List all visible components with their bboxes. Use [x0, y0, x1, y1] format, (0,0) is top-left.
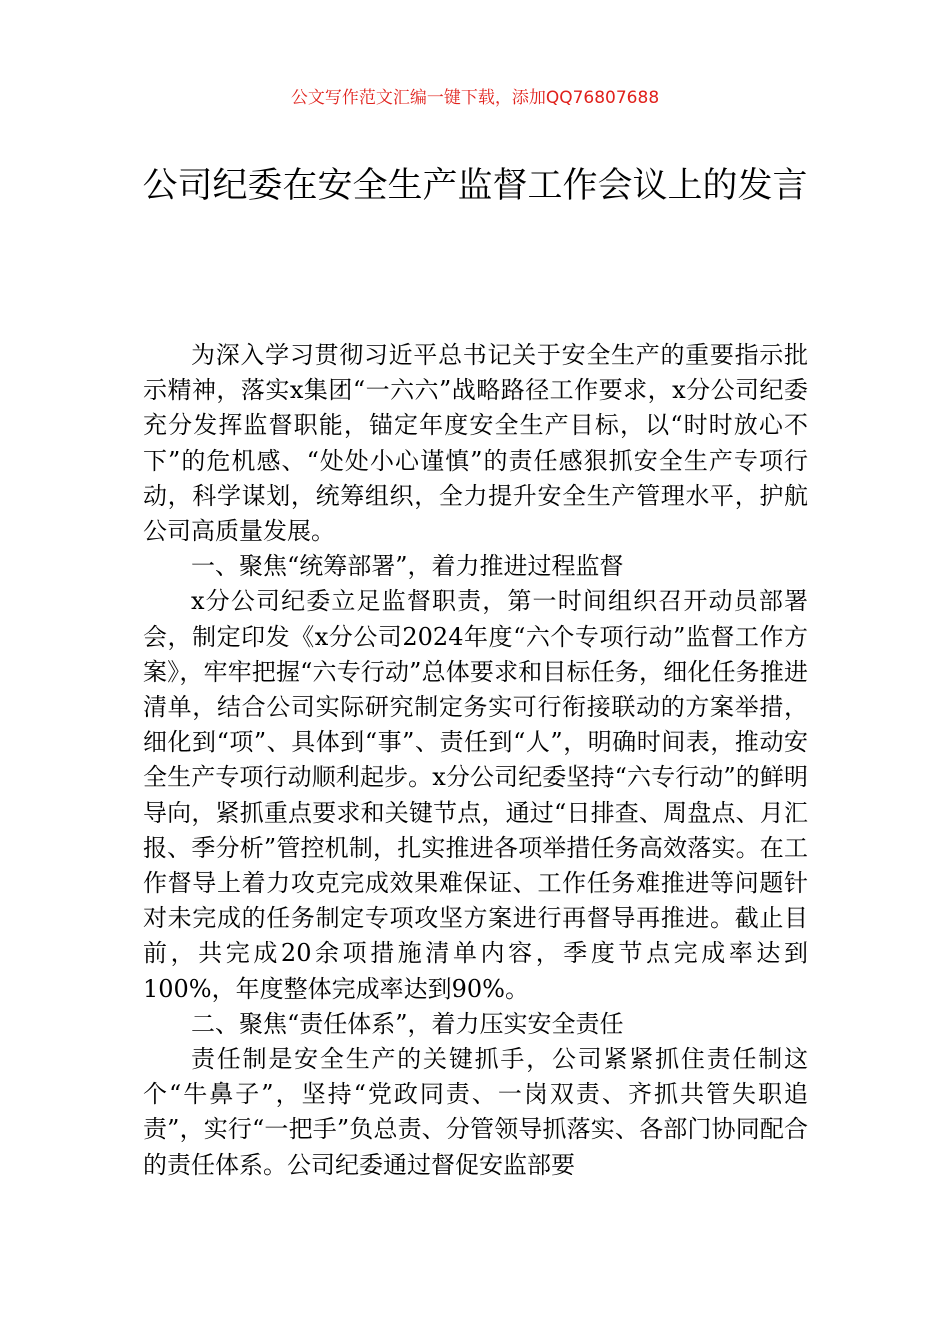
- document-body: [143, 338, 808, 1183]
- section-1-paragraph: x分公司纪委立足监督职责，第一时间组织召开动员部署会，制定印发《x分公司2024年度“六个专项行动”监督工作方案》，牢牢把握“六专行动”总体要求和目标任务，细化任务推进清单，结合公司实际研究制定务实可行衔接联动的方案举措，细化到“项”、具体到“事”、责任到“人”，明确时间表，推动安全生产专项行动顺利起步。x分公司纪委坚持“六专行动”的鲜明导向，紧抓重点要求和关键节点，通过“日排查、周盘点、月汇报、季分析”管控机制，扎实推进各项举措任务高效落实。在工作督导上着力攻克完成效果难保证、工作任务难推进等问题针对未完成的任务制定专项攻坚方案进行再督导再推进。截止目前，共完成20余项措施清单内容，季度节点完成率达到100%，年度整体完成率达到90%。: [143, 587, 808, 1003]
- section-heading-1: 一、聚焦“统筹部署”，着力推进过程监督: [191, 552, 624, 581]
- section-2-paragraph: 责任制是安全生产的关键抓手，公司紧紧抓住责任制这个“牛鼻子”，坚持“党政同责、一岗双责、齐抓共管失职追责”，实行“一把手”负总责、分管领导抓落实、各部门协同配合的责任体系。公司纪委通过督促安监部要: [143, 1045, 808, 1179]
- document-title: 公司纪委在安全生产监督工作会议上的发言: [142, 166, 808, 206]
- download-notice: 公文写作范文汇编一键下载，添加QQ76807688: [290, 88, 660, 108]
- section-heading-2: 二、聚焦“责任体系”，着力压实安全责任: [191, 1009, 624, 1038]
- intro-paragraph: 为深入学习贯彻习近平总书记关于安全生产的重要指示批示精神，落实x集团“一六六”战略路径工作要求，x分公司纪委充分发挥监督职能，锚定年度安全生产目标，以“时时放心不下”的危机感、“处处小心谨慎”的责任感狠抓安全生产专项行动，科学谋划，统筹组织，全力提升安全生产管理水平，护航公司高质量发展。: [143, 341, 808, 546]
